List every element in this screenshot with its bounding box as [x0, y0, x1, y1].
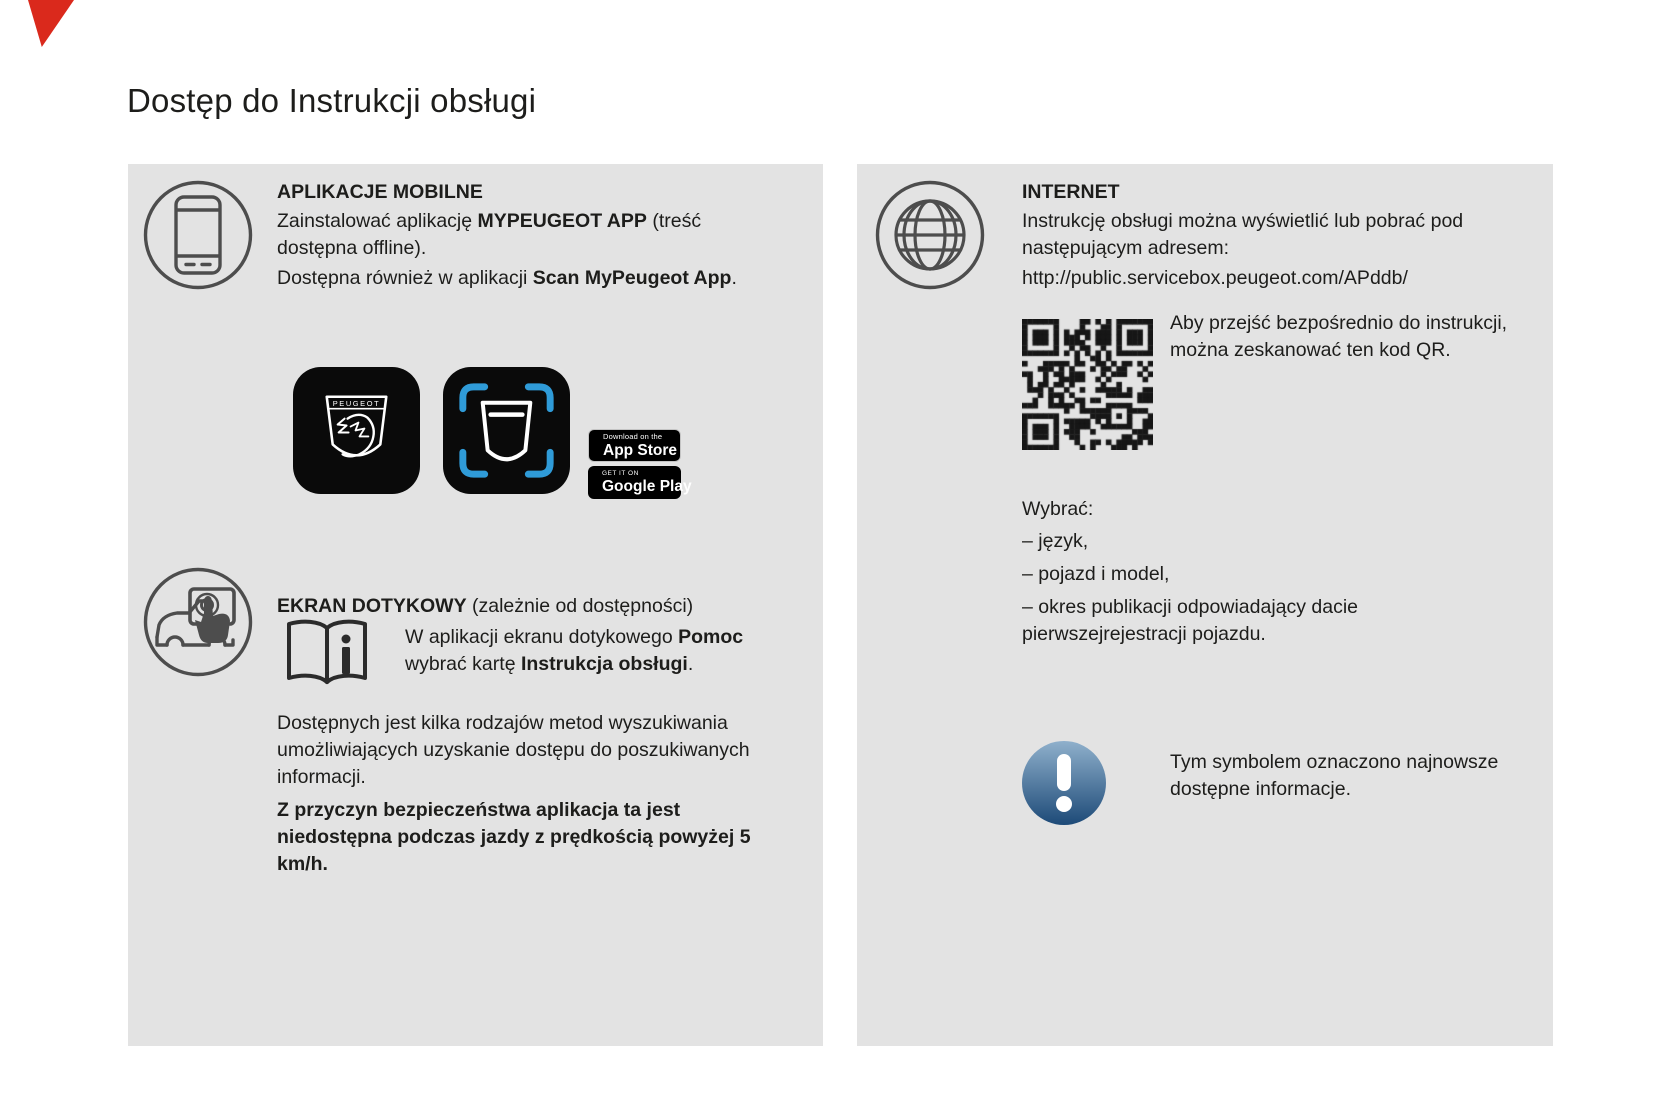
touchscreen-heading-rest: (zależnie od dostępności)	[466, 595, 694, 617]
qr-code	[1022, 319, 1153, 450]
paragraph-text: Zainstalować aplikację	[277, 210, 478, 232]
red-corner-marker	[28, 0, 74, 47]
info-note: Tym symbolem oznaczono najnowsze dostępne informacje.	[1170, 751, 1499, 800]
google-play-badge-line1: GET IT ON	[602, 469, 639, 477]
qr-caption: Aby przejść bezpośrednio do instrukcji, można zeskanować ten kod QR.	[1170, 312, 1508, 361]
google-play-badge	[588, 466, 692, 499]
smartphone-icon	[143, 180, 253, 290]
info-exclamation-icon	[1022, 741, 1106, 825]
scan-mypeugeot-app-icon	[443, 367, 570, 494]
page-title: Dostęp do Instrukcji obsługi	[127, 82, 537, 119]
choice-item-publication-period: – okres publikacji odpowiadający dacie pierwszejrejestracji pojazdu.	[1022, 596, 1359, 645]
globe-icon	[875, 180, 985, 290]
mobile-apps-paragraph-1	[277, 208, 757, 262]
mobile-apps-panel	[128, 164, 823, 1046]
peugeot-wordmark: PEUGEOT	[332, 399, 381, 409]
internet-paragraph: Instrukcję obsługi można wyświetlić lub pobrać pod następującym adresem:	[1022, 210, 1464, 259]
app-store-badge-line2: App Store	[603, 441, 678, 459]
app-name-bold: MYPEUGEOT APP	[477, 210, 647, 232]
search-methods-paragraph: Dostępnych jest kilka rodzajów metod wyszukiwania umożliwiających uzyskanie dostępu do poszukiwanych informacji.	[277, 712, 750, 788]
servicebox-url: http://public.servicebox.peugeot.com/APddb/	[1022, 267, 1408, 289]
choice-item-language: – język,	[1022, 530, 1089, 552]
internet-panel	[857, 164, 1553, 1046]
google-play-badge-line2: Google Play	[602, 478, 692, 495]
internet-heading: INTERNET	[1022, 181, 1120, 203]
paragraph-text: W aplikacji ekranu dotykowego	[405, 626, 679, 648]
app-store-badge	[588, 429, 681, 462]
owner-manual-book-icon	[281, 616, 373, 692]
paragraph-text: .	[687, 653, 694, 675]
tab-name-bold: Instrukcja obsługi	[520, 653, 688, 675]
touchscreen-instruction	[405, 624, 757, 678]
mobile-apps-paragraph-2	[277, 265, 797, 292]
choice-item-vehicle-model: – pojazd i model,	[1022, 563, 1170, 585]
safety-warning: Z przyczyn bezpieczeństwa aplikacja ta jest niedostępna podczas jazdy z prędkością powyżej 5 km/h.	[277, 799, 751, 875]
app-store-badge-line1: Download on the	[603, 432, 663, 441]
paragraph-text: .	[731, 267, 737, 289]
paragraph-text: wybrać kartę	[405, 653, 521, 675]
peugeot-app-icon	[293, 367, 420, 494]
app-name-bold: Scan MyPeugeot App	[532, 267, 732, 289]
paragraph-text: Dostępna również w aplikacji	[277, 267, 533, 289]
car-touchscreen-icon	[143, 567, 253, 677]
touchscreen-heading-bold: EKRAN DOTYKOWY	[277, 595, 467, 617]
paragraph-text: (treść dostępna offline).	[277, 210, 702, 259]
menu-name-bold: Pomoc	[678, 626, 744, 648]
mobile-apps-heading: APLIKACJE MOBILNE	[277, 181, 483, 203]
choose-label: Wybrać:	[1022, 498, 1094, 520]
